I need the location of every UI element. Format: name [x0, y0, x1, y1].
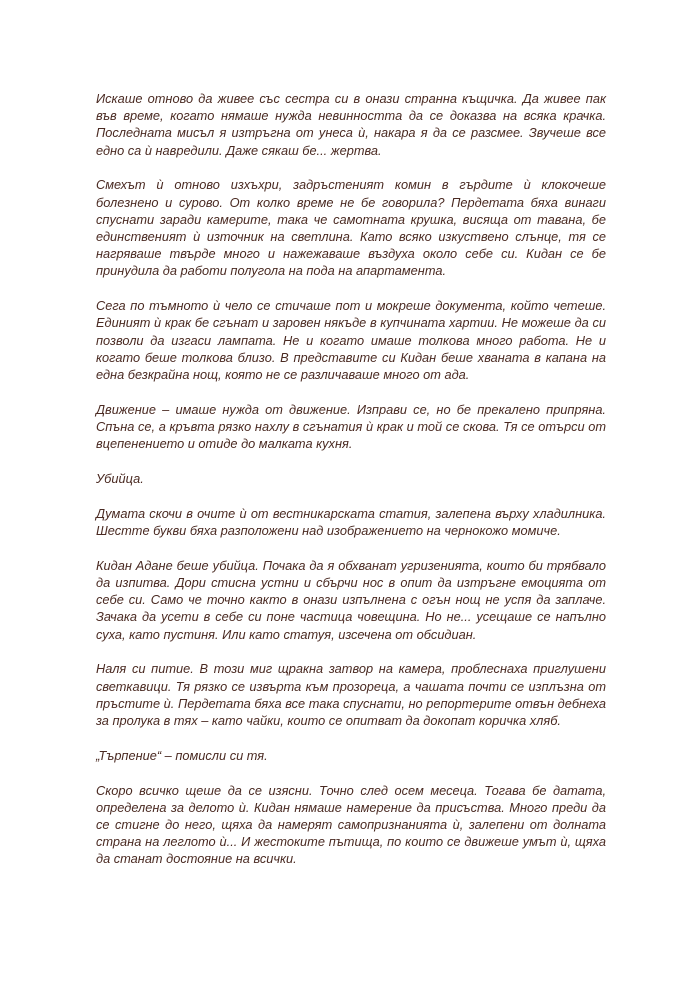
paragraph-10: Скоро всичко щеше да се изясни. Точно след осем месеца. Тогава бе датата, определена за делото ѝ. Кидан нямаше намерение да присъства. Много преди да се стигне до него, щяха да намерят самопризнанията ѝ, залепени от долната страна на леглото ѝ... И жестоките пътища, по които се движеше умът ѝ, щяха да станат достояние на всички.	[96, 782, 606, 867]
document-body	[96, 90, 606, 868]
paragraph-3: Сега по тъмното ѝ чело се стичаше пот и мокреше документа, който четеше. Единият ѝ крак бе сгънат и заровен някъде в купчината хартии. Не можеше да си позволи да изгаси лампата. Не и когато имаше толкова много работа. Не и когато беше толкова близо. В представите си Кидан беше хваната в капана на една безкрайна нощ, която не се различаваше много от ада.	[96, 298, 606, 383]
paragraph-5: Убийца.	[96, 471, 144, 487]
paragraph-8: Наля си питие. В този миг щракна затвор на камера, проблеснаха приглушени светкавици. Тя рязко се извърта към прозореца, а чашата почти се изплъзна от пръстите ѝ. Пердетата бяха все така спуснати, но репортерите отвън дебнеха за пролука в тях – като чайки, които се опитват да докопат коричка хляб.	[96, 661, 606, 729]
paragraph-2: Смехът ѝ отново изхъхри, задръстеният комин в гърдите ѝ клокочеше болезнено и сурово. От колко време не бе говорила? Пердетата бяха винаги спуснати заради камерите, така че самотната крушка, висяща от тавана, бе единственият ѝ източник на светлина. Като всяко изкуствено слънце, тя се нагряваше твърде много и нажежаваше въздуха около себе си. Кидан се бе принудила да работи полугола на пода на апартамента.	[96, 177, 606, 279]
paragraph-4: Движение – имаше нужда от движение. Изправи се, но бе прекалено припряна. Спъна се, а кръвта рязко нахлу в сгънатия ѝ крак и той се скова. Тя се отърси от вцепенението и отиде до малката кухня.	[96, 401, 606, 452]
paragraph-1: Искаше отново да живее със сестра си в онази странна къщичка. Да живее пак във време, когато нямаше нужда невинността да се доказва на всяка крачка. Последната мисъл я изтръгна от унеса ѝ, накара я да се разсмее. Звучеше все едно са ѝ навредили. Даже сякаш бе... жертва.	[96, 91, 606, 158]
paragraph-9: „Търпение“ – помисли си тя.	[96, 747, 268, 763]
paragraph-7: Кидан Адане беше убийца. Почака да я обхванат угризенията, които би трябвало да изпитва. Дори стисна устни и сбърчи нос в опит да изтръгне емоцията от себе си. Само че точно както в онази изпълнена с огън нощ не успя да заплаче. Зачака да усети в себе си поне частица човещина. Но не... усещаше се напълно суха, като пустиня. Или като статуя, изсечена от обсидиан.	[96, 557, 606, 642]
paragraph-6: Думата скочи в очите ѝ от вестникарската статия, залепена върху хладилника. Шестте букви бяха разположени над изображението на чернокожо момиче.	[96, 505, 606, 539]
